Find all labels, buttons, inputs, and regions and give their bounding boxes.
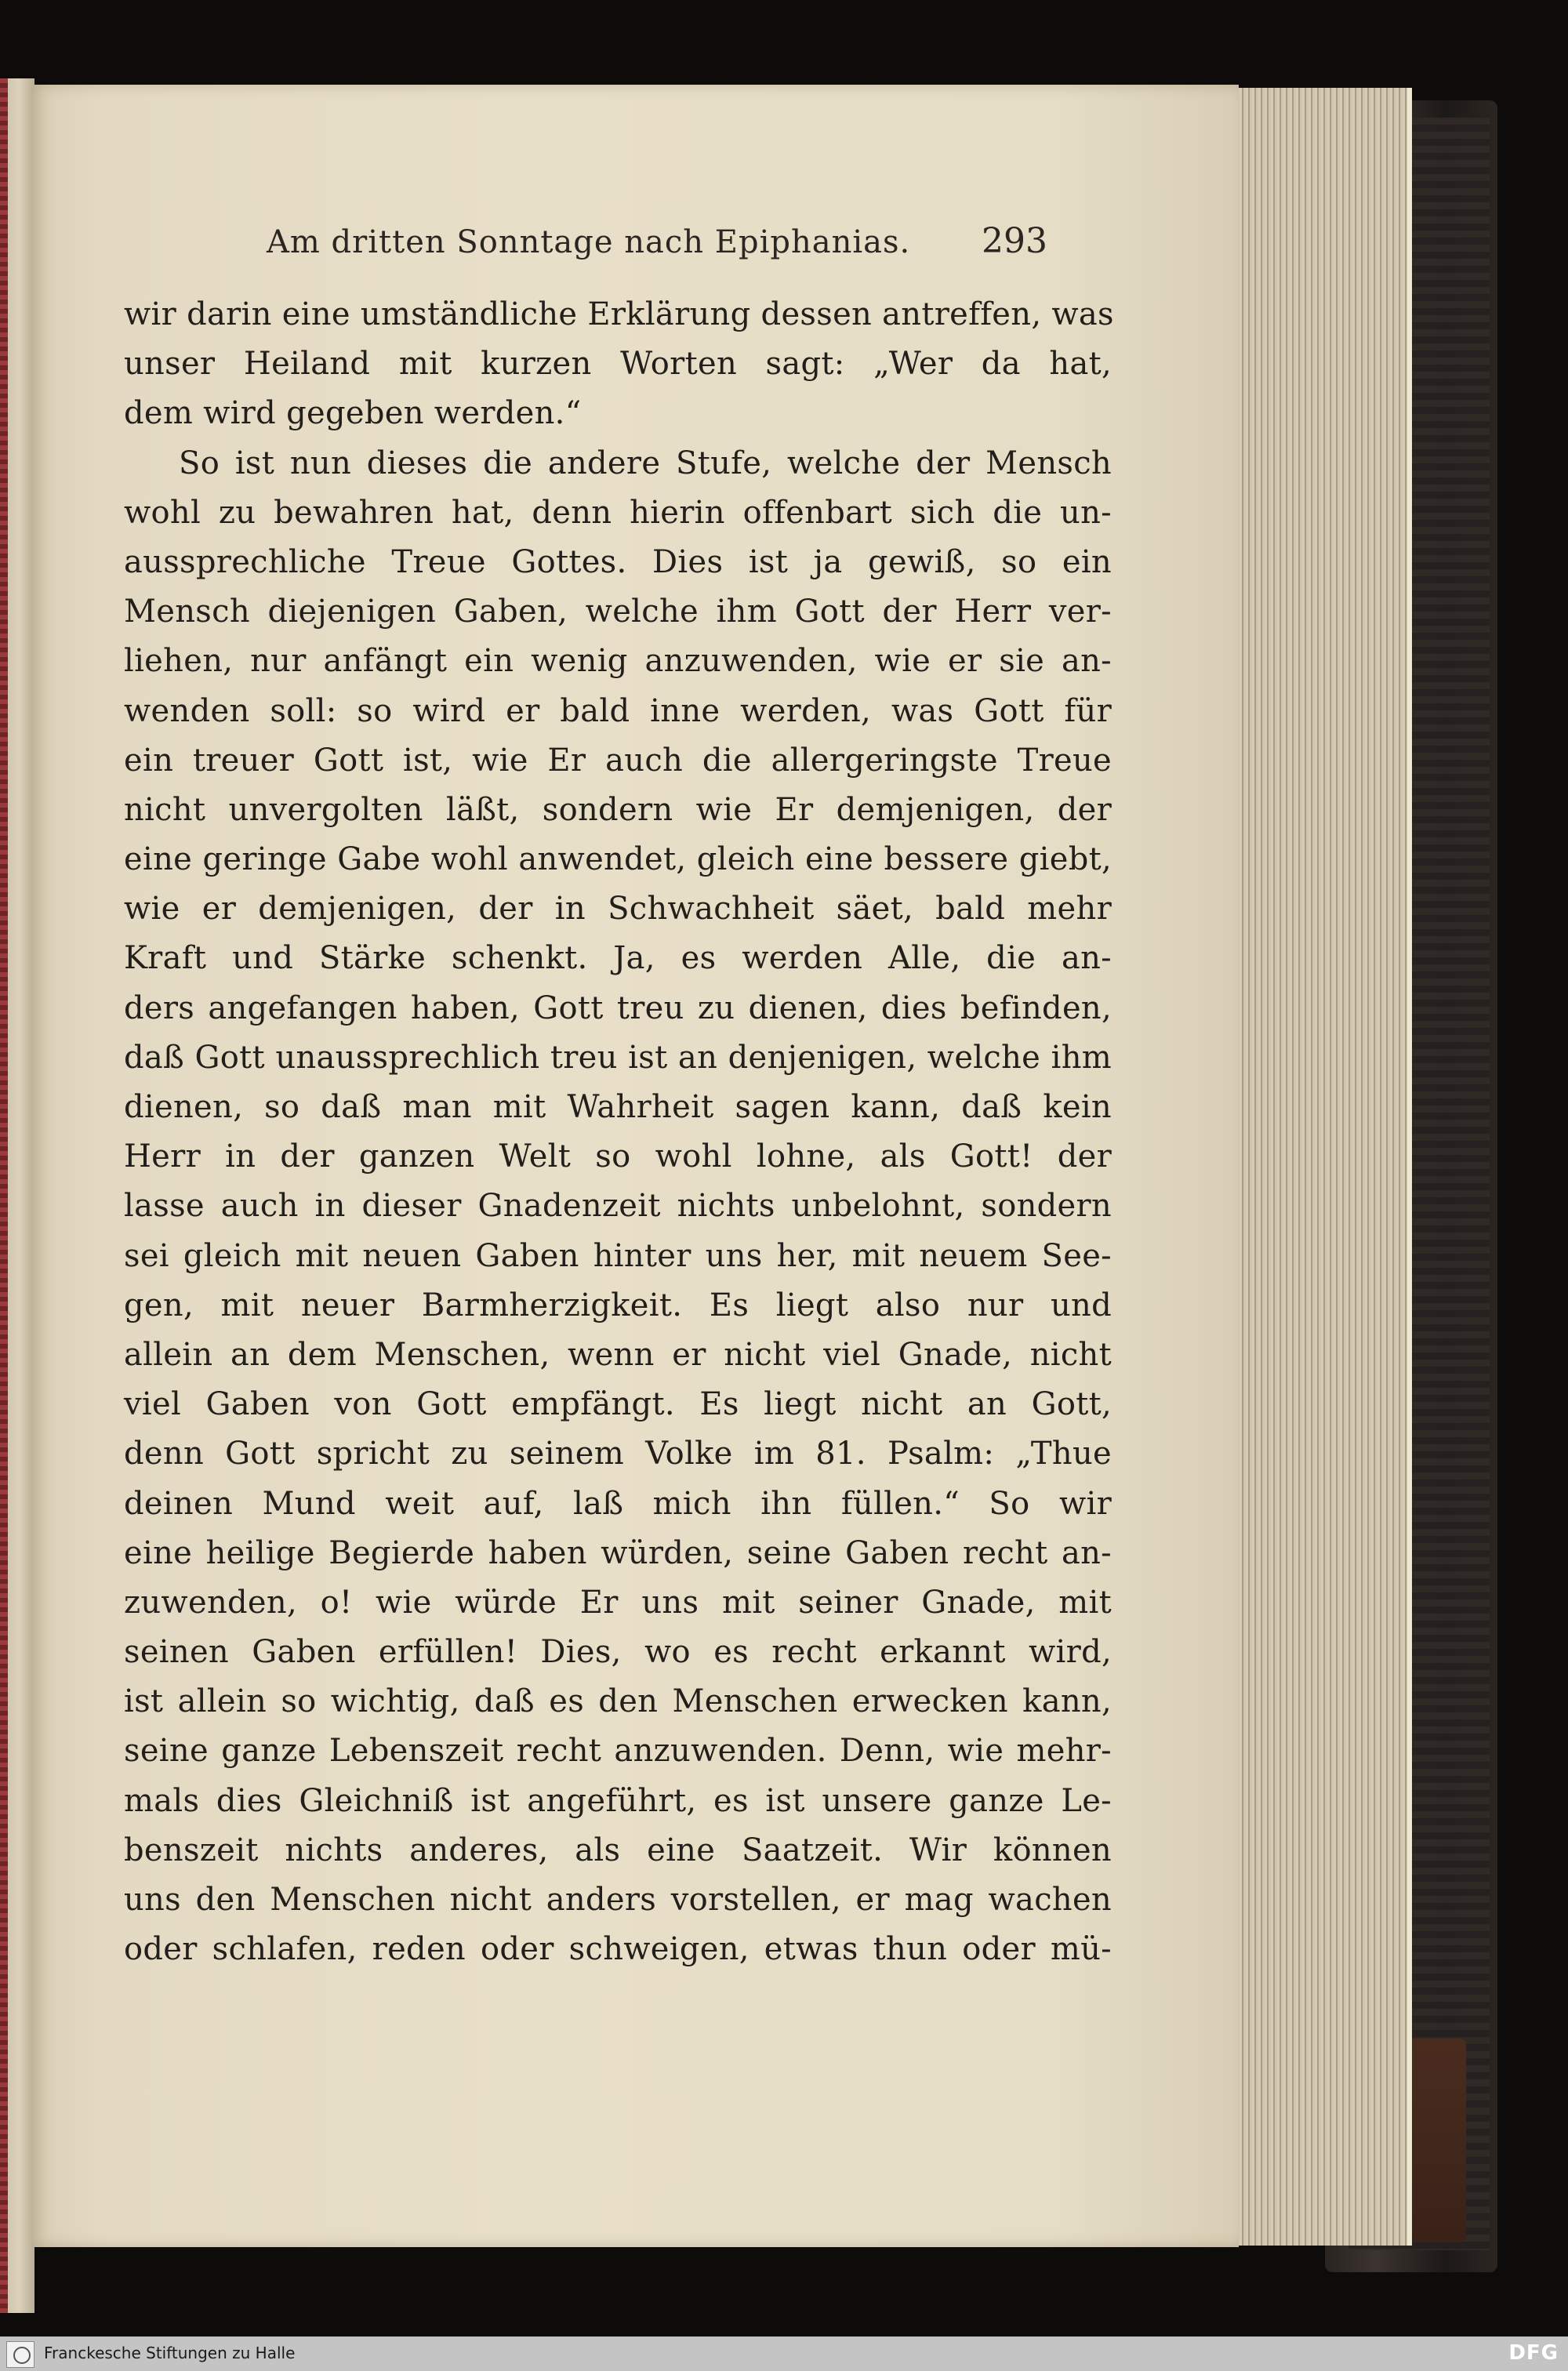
text-line: wie er demjenigen, der in Schwachheit säet, bald mehr (124, 891, 1112, 928)
page-number: 293 (982, 221, 1047, 261)
text-line: allein an dem Menschen, wenn er nicht viel Gnade, nicht (124, 1336, 1112, 1373)
book-page (31, 85, 1239, 2247)
text-line: benszeit nichts anderes, als eine Saatzeit. Wir können (124, 1832, 1112, 1868)
text-line: viel Gaben von Gott empfängt. Es liegt nicht an Gott, (124, 1386, 1112, 1423)
text-line: ders angefangen haben, Gott treu zu dienen, dies befinden, (124, 989, 1112, 1026)
text-line: ein treuer Gott ist, wie Er auch die allergeringste Treue (124, 742, 1112, 779)
text-line: Mensch diejenigen Gaben, welche ihm Gott der Herr ver- (124, 594, 1112, 630)
text-line: unser Heiland mit kurzen Worten sagt: „Wer da hat, (124, 346, 1112, 383)
text-line: uns den Menschen nicht anders vorstellen, er mag wachen (124, 1882, 1112, 1918)
text-line: mals dies Gleichniß ist angeführt, es ist unsere ganze Le- (124, 1782, 1112, 1819)
text-line: zuwenden, o! wie würde Er uns mit seiner Gnade, mit (124, 1584, 1112, 1621)
left-page-red-edge (0, 78, 8, 2313)
viewer-footer (0, 2337, 1568, 2371)
text-line: liehen, nur anfängt ein wenig anzuwenden, wie er sie an- (124, 643, 1112, 680)
text-line: oder schlafen, reden oder schweigen, etwas thun oder mü- (124, 1931, 1112, 1968)
body-text (124, 290, 1112, 1974)
text-line: denn Gott spricht zu seinem Volke im 81. Psalm: „Thue (124, 1436, 1112, 1472)
text-line: aussprechliche Treue Gottes. Dies ist ja gewiß, so ein (124, 543, 1112, 580)
text-line: ist allein so wichtig, daß es den Menschen erwecken kann, (124, 1683, 1112, 1720)
text-line: deinen Mund weit auf, laß mich ihn füllen.“ So wir (124, 1485, 1112, 1522)
page-stack-edges (1227, 88, 1412, 2246)
institution-label: Franckesche Stiftungen zu Halle (44, 2344, 296, 2362)
text-line: gen, mit neuer Barmherzigkeit. Es liegt also nur und (124, 1287, 1112, 1323)
text-line: So ist nun dieses die andere Stufe, welche der Mensch (179, 445, 1112, 481)
text-line: eine geringe Gabe wohl anwendet, gleich eine bessere giebt, (124, 841, 1112, 878)
institution-logo-icon (6, 2341, 34, 2368)
text-line: daß Gott unaussprechlich treu ist an denjenigen, welche ihm (124, 1039, 1112, 1076)
text-line: nicht unvergolten läßt, sondern wie Er demjenigen, der (124, 791, 1112, 828)
text-line: Kraft und Stärke schenkt. Ja, es werden Alle, die an- (124, 940, 1112, 977)
text-line: wenden soll: so wird er bald inne werden, was Gott für (124, 692, 1112, 729)
text-line: seinen Gaben erfüllen! Dies, wo es recht erkannt wird, (124, 1634, 1112, 1671)
text-line: dem wird gegeben werden.“ (124, 395, 582, 432)
running-head: Am dritten Sonntage nach Epiphanias. (267, 224, 911, 260)
text-line: seine ganze Lebenszeit recht anzuwenden. Denn, wie mehr- (124, 1733, 1112, 1770)
text-line: sei gleich mit neuen Gaben hinter uns her, mit neuem See- (124, 1237, 1112, 1274)
text-line: eine heilige Begierde haben würden, seine Gaben recht an- (124, 1534, 1112, 1571)
text-line: wohl zu bewahren hat, denn hierin offenbart sich die un- (124, 494, 1112, 531)
dfg-logo: DFG (1508, 2341, 1559, 2365)
text-line: lasse auch in dieser Gnadenzeit nichts unbelohnt, sondern (124, 1188, 1112, 1225)
text-line: dienen, so daß man mit Wahrheit sagen kann, daß kein (124, 1089, 1112, 1125)
text-line: Herr in der ganzen Welt so wohl lohne, als Gott! der (124, 1138, 1112, 1175)
text-line: wir darin eine umständliche Erklärung dessen antreffen, was (124, 296, 1114, 332)
